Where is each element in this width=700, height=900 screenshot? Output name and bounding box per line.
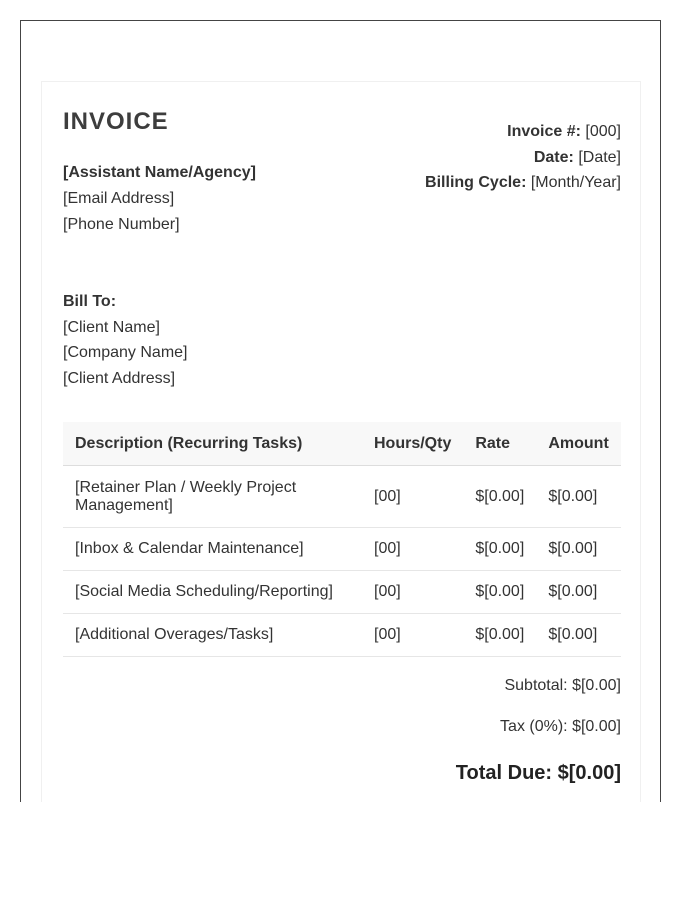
- header-rate: Rate: [463, 422, 536, 466]
- tax: Tax (0%): $[0.00]: [500, 718, 621, 735]
- table-row: [63, 571, 621, 614]
- sender-phone: [Phone Number]: [63, 216, 180, 233]
- row-rate: $[0.00]: [463, 528, 536, 571]
- row-amount: $[0.00]: [536, 571, 621, 614]
- sender-block: [63, 160, 256, 238]
- row-hours: [00]: [362, 528, 463, 571]
- table-row: [63, 528, 621, 571]
- row-description: [Additional Overages/Tasks]: [63, 614, 362, 657]
- subtotal: Subtotal: $[0.00]: [504, 677, 621, 694]
- row-hours: [00]: [362, 614, 463, 657]
- bill-to-label: Bill To:: [63, 293, 117, 310]
- sender-name: [Assistant Name/Agency]: [63, 164, 256, 181]
- invoice-number-line: [425, 119, 621, 145]
- invoice-card: [41, 81, 641, 802]
- document-frame: [20, 20, 661, 802]
- billing-cycle-line: [425, 170, 621, 196]
- sender-email: [Email Address]: [63, 190, 175, 207]
- table-header-row: [63, 422, 621, 466]
- header-amount: Amount: [536, 422, 621, 466]
- table-row: [63, 614, 621, 657]
- company-name: [Company Name]: [63, 344, 188, 362]
- billing-cycle-value: [Month/Year]: [530, 174, 621, 191]
- invoice-meta: [425, 119, 621, 196]
- invoice-number-label: Invoice #:: [507, 123, 581, 140]
- row-amount: $[0.00]: [536, 466, 621, 528]
- total-due: Total Due: $[0.00]: [455, 762, 621, 784]
- row-description: [Inbox & Calendar Maintenance]: [63, 528, 362, 571]
- line-items-table: [63, 422, 621, 657]
- invoice-title: INVOICE: [63, 108, 169, 135]
- header-description: Description (Recurring Tasks): [63, 422, 362, 466]
- invoice-number-value: [000]: [585, 123, 621, 140]
- client-address: [Client Address]: [63, 370, 176, 388]
- row-amount: $[0.00]: [536, 614, 621, 657]
- row-description: [Social Media Scheduling/Reporting]: [63, 571, 362, 614]
- header-hours: Hours/Qty: [362, 422, 463, 466]
- invoice-date-value: [Date]: [578, 148, 621, 166]
- invoice-date-label: Date:: [533, 148, 574, 166]
- row-rate: $[0.00]: [463, 614, 536, 657]
- row-hours: [00]: [362, 571, 463, 614]
- row-rate: $[0.00]: [463, 466, 536, 528]
- row-hours: [00]: [362, 466, 463, 528]
- billing-cycle-label: Billing Cycle:: [425, 174, 527, 191]
- row-amount: $[0.00]: [536, 528, 621, 571]
- invoice-date-line: [425, 145, 621, 171]
- row-rate: $[0.00]: [463, 571, 536, 614]
- totals-block: [456, 676, 621, 785]
- row-description: [Retainer Plan / Weekly Project Management]: [63, 466, 362, 528]
- bill-to-block: [63, 289, 188, 392]
- client-name: [Client Name]: [63, 318, 160, 336]
- table-row: [63, 466, 621, 528]
